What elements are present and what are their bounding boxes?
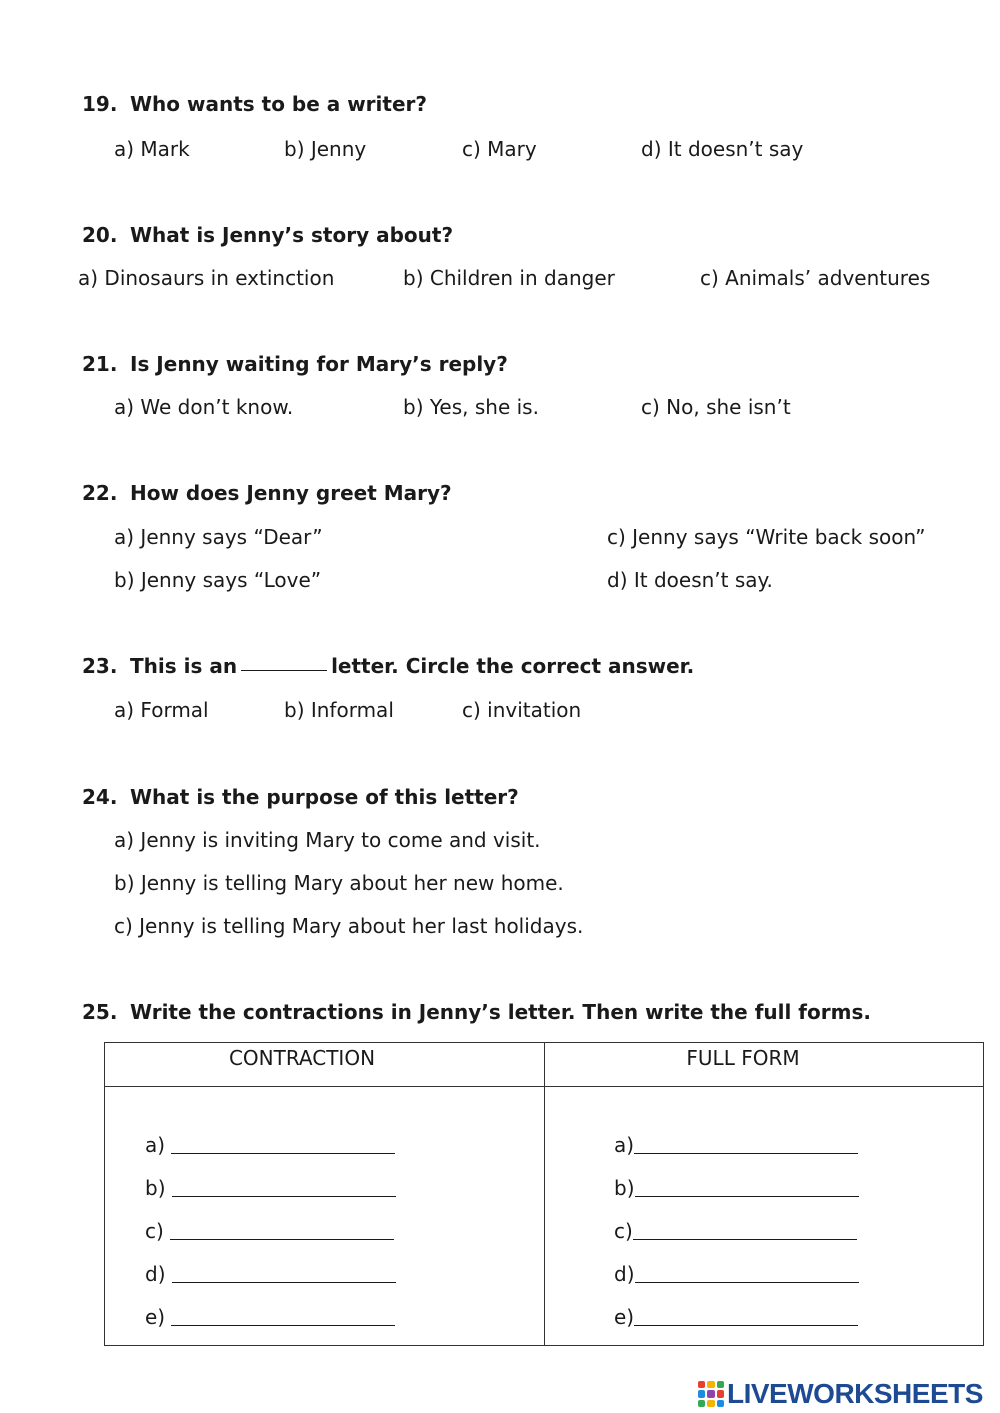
question-21: 21. Is Jenny waiting for Mary’s reply?: [82, 352, 508, 376]
option-22c[interactable]: c) Jenny says “Write back soon”: [607, 525, 926, 549]
option-22d[interactable]: d) It doesn’t say.: [607, 568, 773, 592]
header-full-form: FULL FORM: [686, 1046, 800, 1070]
option-24c[interactable]: c) Jenny is telling Mary about her last holidays.: [114, 914, 584, 938]
contraction-row-c: c): [145, 1219, 394, 1243]
answer-line[interactable]: [171, 1153, 395, 1154]
question-text: Who wants to be a writer?: [130, 92, 427, 116]
option-19d[interactable]: d) It doesn’t say: [641, 137, 804, 161]
answer-line[interactable]: [634, 1325, 858, 1326]
contraction-row-e: e): [145, 1305, 395, 1329]
question-text-before: This is an: [130, 654, 238, 678]
question-text: How does Jenny greet Mary?: [130, 481, 452, 505]
header-contraction: CONTRACTION: [228, 1046, 376, 1070]
logo-icon: [698, 1381, 724, 1407]
fill-blank: [241, 670, 327, 671]
option-19a[interactable]: a) Mark: [114, 137, 190, 161]
question-23: 23. This is an letter. Circle the correct answer.: [82, 654, 695, 678]
table-header-rule: [105, 1086, 983, 1087]
option-23c[interactable]: c) invitation: [462, 698, 582, 722]
question-text: What is the purpose of this letter?: [130, 785, 519, 809]
question-text: What is Jenny’s story about?: [130, 223, 454, 247]
option-24a[interactable]: a) Jenny is inviting Mary to come and visit.: [114, 828, 541, 852]
answer-line[interactable]: [633, 1239, 857, 1240]
answer-line[interactable]: [635, 1196, 859, 1197]
answer-line[interactable]: [172, 1282, 396, 1283]
option-21b[interactable]: b) Yes, she is.: [403, 395, 539, 419]
option-20b[interactable]: b) Children in danger: [403, 266, 615, 290]
fullform-row-c: c): [614, 1219, 857, 1243]
fullform-row-a: a): [614, 1133, 858, 1157]
contraction-row-a: a): [145, 1133, 395, 1157]
contraction-row-d: d): [145, 1262, 396, 1286]
option-23a[interactable]: a) Formal: [114, 698, 209, 722]
option-23b[interactable]: b) Informal: [284, 698, 394, 722]
answer-line[interactable]: [170, 1239, 394, 1240]
option-21a[interactable]: a) We don’t know.: [114, 395, 294, 419]
fullform-row-b: b): [614, 1176, 859, 1200]
question-text: Write the contractions in Jenny’s letter. Then write the full forms.: [130, 1000, 871, 1024]
liveworksheets-logo: [698, 1377, 983, 1411]
option-19c[interactable]: c) Mary: [462, 137, 537, 161]
logo-text: LIVEWORKSHEETS: [727, 1378, 983, 1409]
table-divider: [544, 1043, 545, 1345]
contractions-table: [104, 1042, 984, 1346]
question-24: 24. What is the purpose of this letter?: [82, 785, 519, 809]
question-text-after: letter. Circle the correct answer.: [331, 654, 695, 678]
answer-line[interactable]: [635, 1282, 859, 1283]
answer-line[interactable]: [171, 1325, 395, 1326]
option-22a[interactable]: a) Jenny says “Dear”: [114, 525, 323, 549]
option-24b[interactable]: b) Jenny is telling Mary about her new home.: [114, 871, 564, 895]
contraction-row-b: b): [145, 1176, 396, 1200]
question-22: 22. How does Jenny greet Mary?: [82, 481, 452, 505]
option-22b[interactable]: b) Jenny says “Love”: [114, 568, 322, 592]
fullform-row-d: d): [614, 1262, 859, 1286]
question-text: Is Jenny waiting for Mary’s reply?: [130, 352, 508, 376]
option-20a[interactable]: a) Dinosaurs in extinction: [78, 266, 335, 290]
question-19: 19. Who wants to be a writer?: [82, 92, 427, 116]
option-21c[interactable]: c) No, she isn’t: [641, 395, 791, 419]
fullform-row-e: e): [614, 1305, 858, 1329]
option-20c[interactable]: c) Animals’ adventures: [700, 266, 931, 290]
option-19b[interactable]: b) Jenny: [284, 137, 367, 161]
question-25: 25. Write the contractions in Jenny’s letter. Then write the full forms.: [82, 1000, 871, 1024]
question-20: 20. What is Jenny’s story about?: [82, 223, 454, 247]
answer-line[interactable]: [172, 1196, 396, 1197]
answer-line[interactable]: [634, 1153, 858, 1154]
